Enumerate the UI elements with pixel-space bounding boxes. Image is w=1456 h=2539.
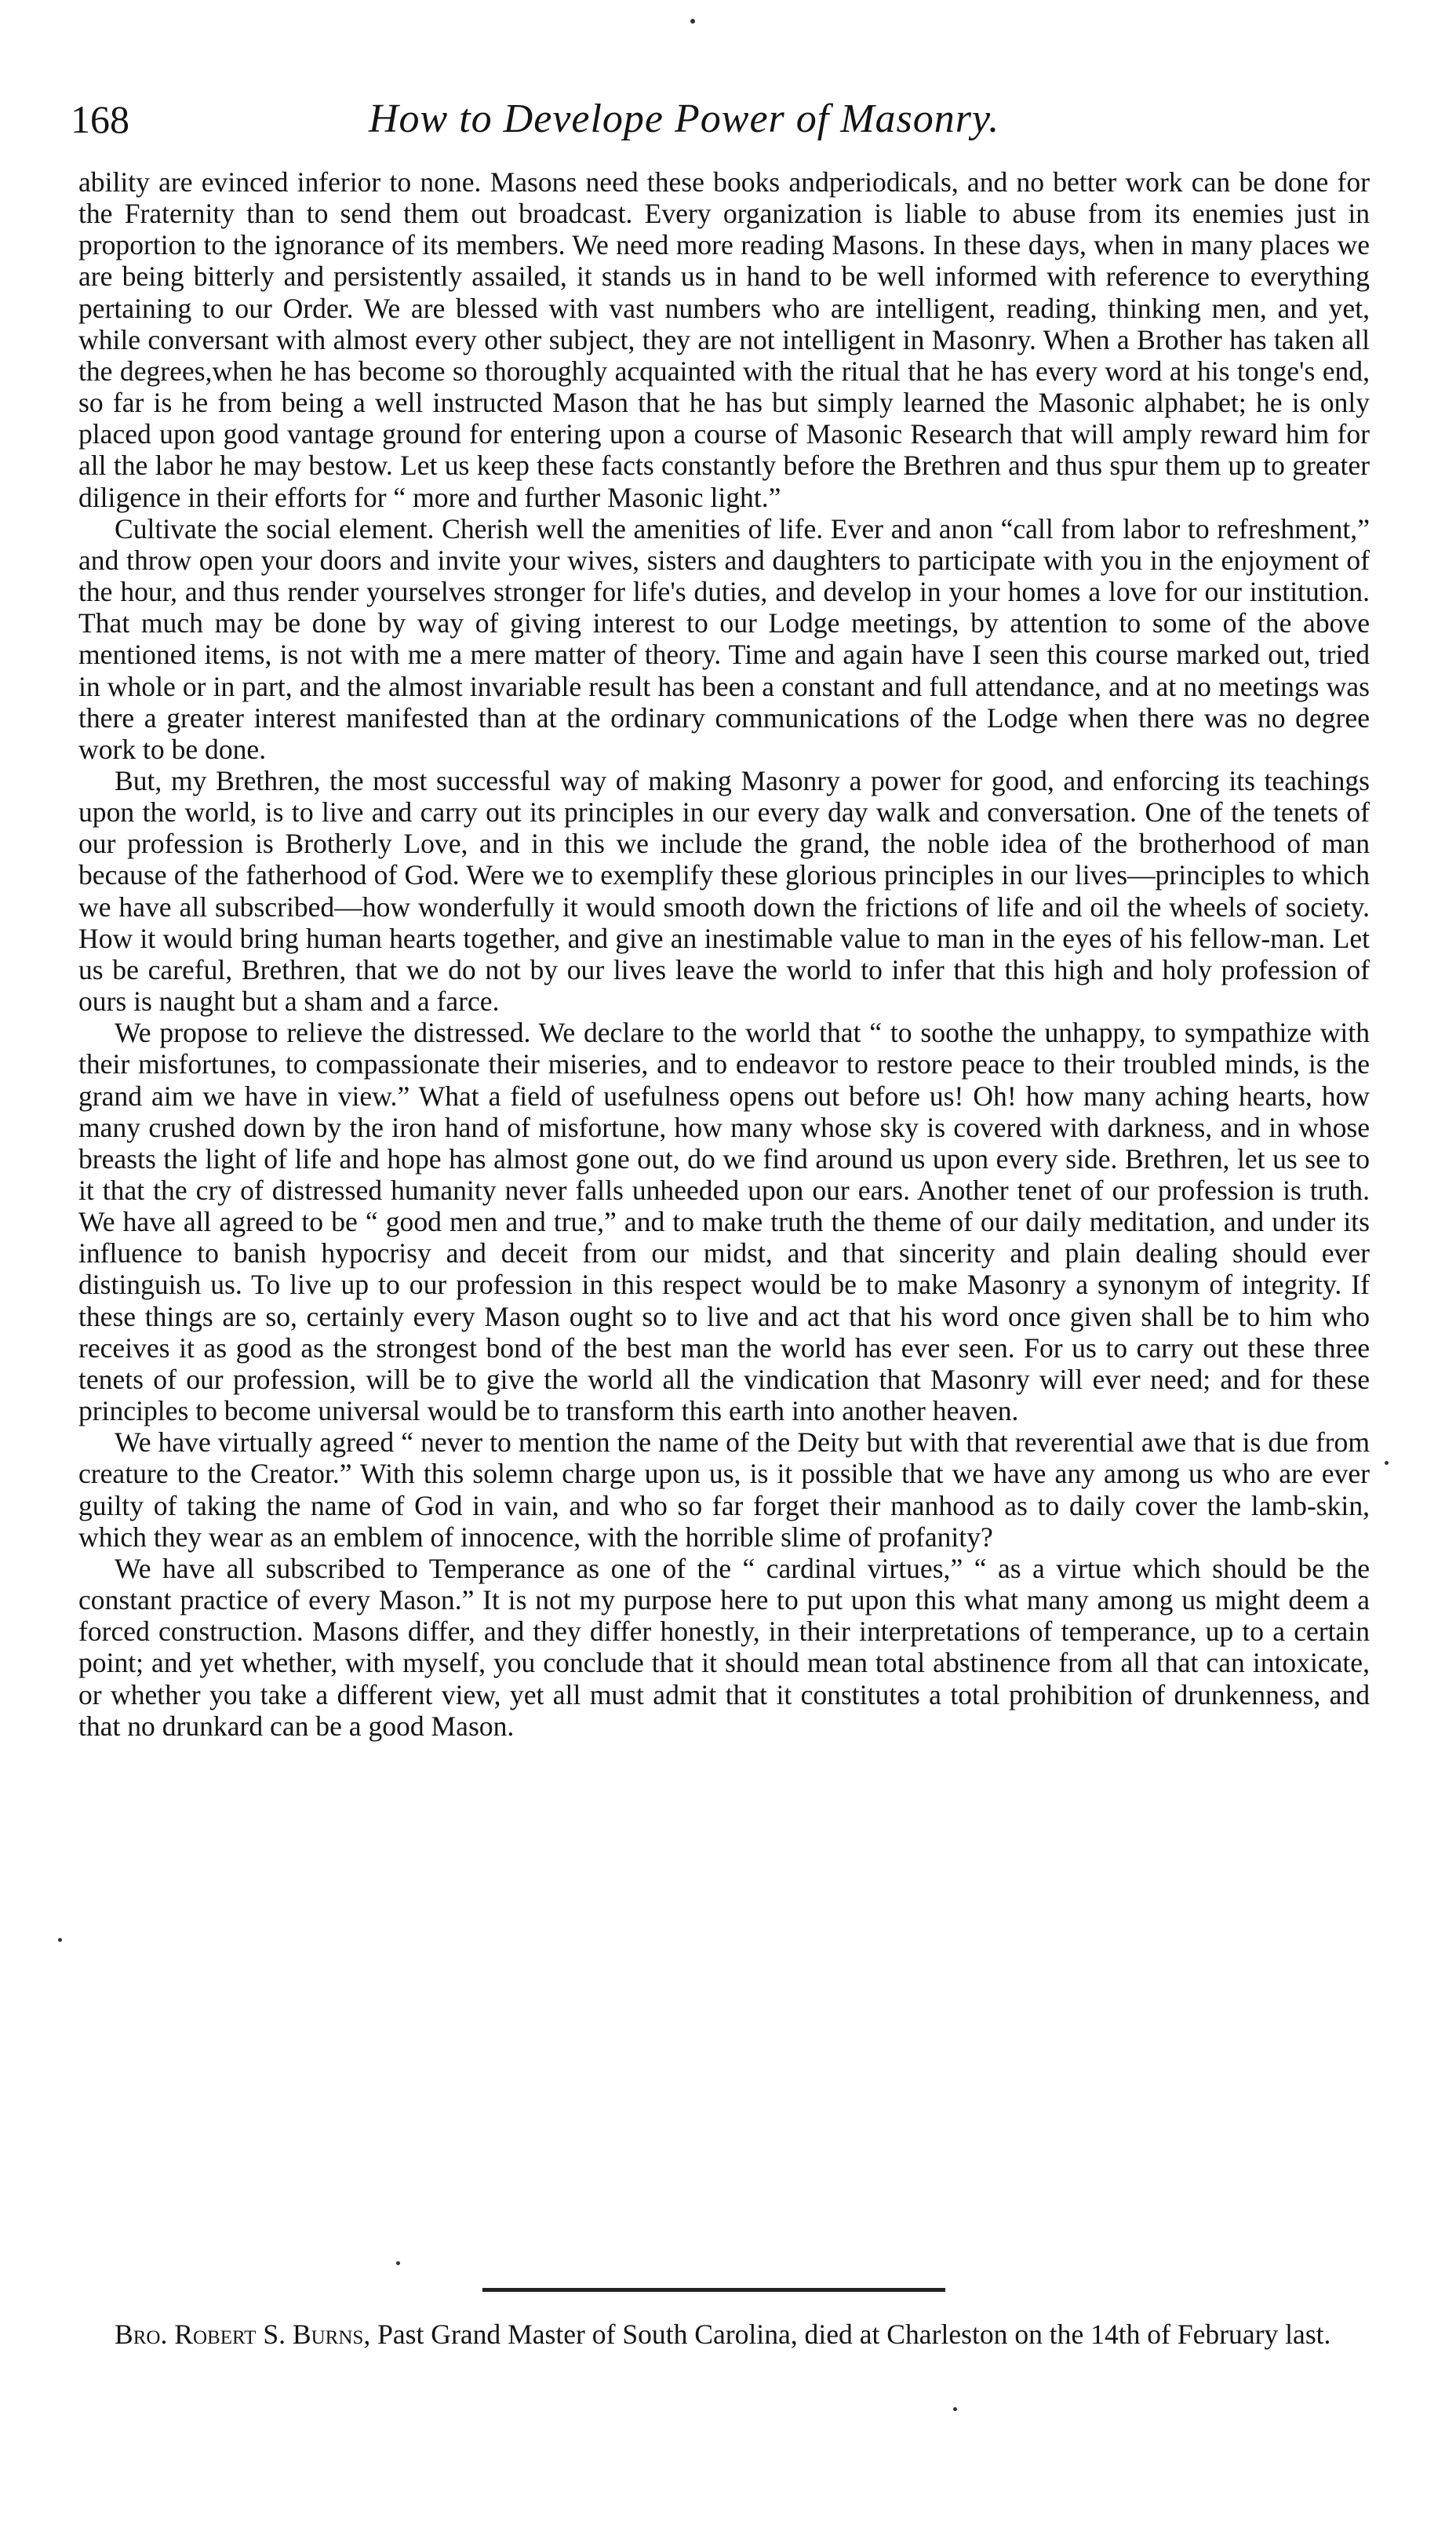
page-number: 168	[71, 97, 129, 141]
print-speck	[58, 1938, 62, 1942]
paragraph-6: We have all subscribed to Temperance as one of the “ cardinal virtues,” “ as a virtue which should be the constant practice of every Mason.” It is not my purpose here to put upon this what many among us might deem a forced construction. Masons differ, and they differ honestly, in their interpretations of temperance, up to a certain point; and yet whether, with myself, you conclude that it should mean total abstinence from all that can intoxicate, or whether you take a different view, yet all must admit that it constitutes a total prohibition of drunkenness, and that no drunkard can be a good Mason.	[78, 1552, 1370, 1742]
notice-text: , Past Grand Master of South Carolina, died at Charleston on the 14th of February last.	[363, 2319, 1331, 2350]
notice-name: Bro. Robert S. Burns	[115, 2319, 364, 2350]
notice-paragraph	[78, 2319, 1370, 2350]
paragraph-1: ability are evinced inferior to none. Masons need these books andperiodicals, and no better work can be done for the Fraternity than to send them out broadcast. Every organization is liable to abuse from its enemies just in proportion to the ignorance of its members. We need more reading Masons. In these days, when in many places we are being bitterly and persistently assailed, it stands us in hand to be well informed with reference to everything pertaining to our Order. We are blessed with vast numbers who are intelligent, reading, thinking men, and yet, while conversant with almost every other subject, they are not intelligent in Masonry. When a Brother has taken all the degrees,when he has become so thoroughly acquainted with the ritual that he has every word at his tonge's end, so far is he from being a well instructed Mason that he has but simply learned the Masonic alphabet; he is only placed upon good vantage ground for entering upon a course of Masonic Research that will amply reward him for all the labor he may bestow. Let us keep these facts constantly before the Brethren and thus spur them up to greater diligence in their efforts for “ more and further Masonic light.”	[78, 166, 1370, 513]
page-header	[71, 88, 1373, 151]
print-speck	[690, 19, 695, 24]
paragraph-2: Cultivate the social element. Cherish well the amenities of life. Ever and anon “call from labor to refreshment,” and throw open your doors and invite your wives, sisters and daughters to participate with you in the enjoyment of the hour, and thus render yourselves stronger for life's duties, and develop in your homes a love for our institution. That much may be done by way of giving interest to our Lodge meetings, by attention to some of the above mentioned items, is not with me a mere matter of theory. Time and again have I seen this course marked out, tried in whole or in part, and the almost invariable result has been a constant and full attendance, and at no meetings was there a greater interest manifested than at the ordinary communications of the Lodge when there was no degree work to be done.	[78, 512, 1370, 765]
obituary-notice	[78, 2319, 1370, 2350]
paragraph-5: We have virtually agreed “ never to mention the name of the Deity but with that reverential awe that is due from creature to the Creator.” With this solemn charge upon us, is it possible that we have any among us who are ever guilty of taking the name of God in vain, and who so far forget their manhood as to daily cover the lamb-skin, which they wear as an emblem of innocence, with the horrible slime of profanity?	[78, 1426, 1370, 1553]
print-speck	[1385, 1461, 1389, 1465]
running-title: How to Develope Power of Masonry.	[369, 97, 1000, 141]
print-speck	[953, 2407, 957, 2411]
paragraph-4: We propose to relieve the distressed. We declare to the world that “ to soothe the unhappy, to sympathize with their misfortunes, to compassionate their miseries, and to endeavor to restore peace to their troubled minds, is the grand aim we have in view.” What a field of usefulness opens out before us! Oh! how many aching hearts, how many crushed down by the iron hand of misfortune, how many whose sky is covered with darkness, and in whose breasts the light of life and hope has almost gone out, do we find around us upon every side. Brethren, let us see to it that the cry of distressed humanity never falls unheeded upon our ears. Another tenet of our profession is truth. We have all agreed to be “ good men and true,” and to make truth the theme of our daily meditation, and under its influence to banish hypocrisy and deceit from our midst, and that sincerity and plain dealing should ever distinguish us. To live up to our profession in this respect would be to make Masonry a synonym of integrity. If these things are so, certainly every Mason ought so to live and act that his word once given shall be to him who receives it as good as the strongest bond of the best man the world has ever seen. For us to carry out these three tenets of our profession, will be to give the world all the vindication that Masonry will ever need; and for these principles to become universal would be to transform this earth into another heaven.	[78, 1017, 1370, 1427]
article-body	[78, 166, 1370, 1742]
print-speck	[396, 2261, 400, 2265]
paragraph-3: But, my Brethren, the most successful way of making Masonry a power for good, and enforcing its teachings upon the world, is to live and carry out its principles in our every day walk and conversation. One of the tenets of our profession is Brotherly Love, and in this we include the grand, the noble idea of the brotherhood of man because of the fatherhood of God. Were we to exemplify these glorious principles in our lives—principles to which we have all subscribed—how wonderfully it would smooth down the frictions of life and oil the wheels of society. How it would bring human hearts together, and give an inestimable value to man in the eyes of his fellow-man. Let us be careful, Brethren, that we do not by our lives leave the world to infer that this high and holy profession of ours is naught but a sham and a farce.	[78, 764, 1370, 1018]
section-divider	[482, 2288, 945, 2292]
